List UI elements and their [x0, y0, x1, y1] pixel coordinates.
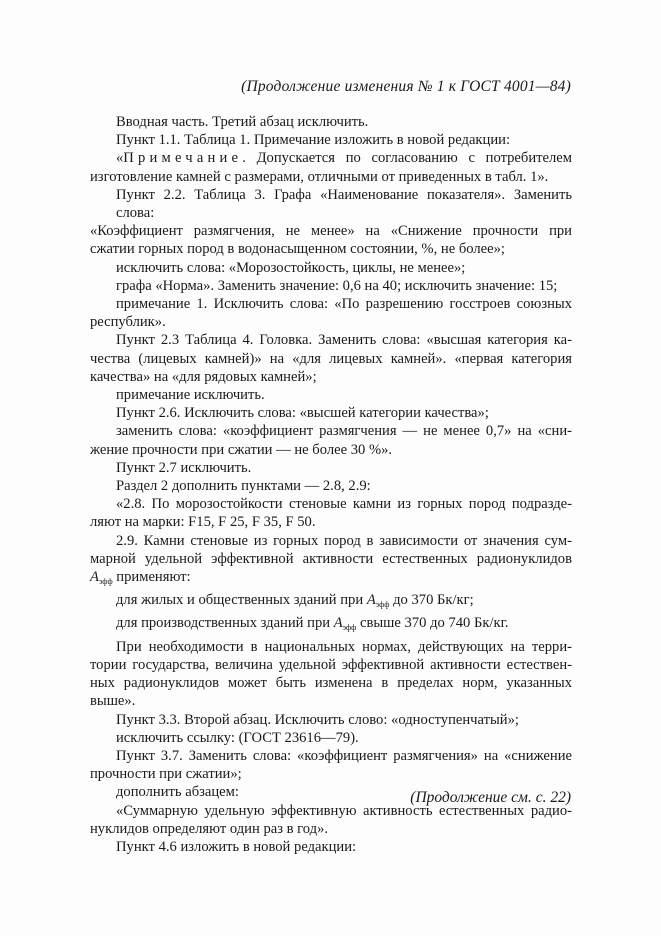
line-text: жение прочности при сжатии — не более 30 %».: [90, 441, 393, 458]
line-text: примечание 1. Исключить слова: «По разрешению госстроев союзных: [116, 296, 572, 313]
text-line: [90, 222, 572, 240]
line-text: качества» на «для рядовых камней»;: [90, 368, 317, 385]
activity-subscript: эфф: [98, 577, 113, 587]
continuation-header: (Продолжение изменения № 1 к ГОСТ 4001—84): [241, 78, 571, 95]
line-text: исключить ссылку: (ГОСТ 23616—79).: [116, 729, 359, 746]
text-line: [90, 692, 572, 710]
line-text: ляют на марки: F15, F 25, F 35, F 50.: [90, 514, 316, 531]
text-line: [116, 295, 572, 313]
text-line: [90, 350, 572, 368]
text-line: [90, 313, 572, 331]
activity-subscript: эфф: [375, 600, 390, 610]
text-line: [116, 838, 572, 856]
line-text: чества (лицевых камней)» на «для лицевых камней». «первая категория: [90, 350, 572, 367]
line-prefix: для жилых и общественных зданий при: [116, 592, 367, 609]
text-line: [116, 186, 572, 222]
line-text: выше».: [90, 693, 136, 710]
line-prefix: для производственных зданий при: [116, 615, 334, 632]
line-text: заменить слова: «коэффициент размягчения — не менее 0,7» на «сни-: [116, 423, 572, 440]
line-text: «Суммарную удельную эффективную активность естественных радио-: [116, 802, 572, 819]
text-line: [116, 404, 572, 422]
text-line: [116, 591, 572, 614]
line-text: Пункт 3.7. Заменить слова: «коэффициент размягчения» на «снижение: [116, 747, 572, 764]
line-text: Пункт 2.2. Таблица 3. Графа «Наименование показателя». Заменить слова:: [116, 186, 572, 222]
text-line: [90, 168, 572, 186]
line-text: марной удельной эффективной активности естественных радионуклидов: [90, 550, 572, 567]
activity-symbol: A: [366, 592, 376, 609]
activity-symbol: A: [90, 569, 99, 586]
line-text: Вводная часть. Третий абзац исключить.: [116, 114, 369, 130]
line-text: Пункт 2.6. Исключить слова: «высшей категории качества»;: [116, 405, 489, 422]
line-text: Пункт 1.1. Таблица 1. Примечание изложить в новой редакции:: [116, 132, 510, 149]
activity-subscript: эфф: [342, 623, 357, 633]
line-text: исключить слова: «Морозостойкость, циклы, не менее»;: [116, 259, 466, 276]
text-line: [90, 765, 572, 783]
line-text: 2.9. Камни стеновые из горных пород в зависимости от значения сум-: [116, 532, 572, 549]
line-text: нуклидов определяют один раз в год».: [90, 820, 329, 837]
line-text: «Коэффициент размягчения, не менее» на «Снижение прочности при: [90, 223, 572, 240]
line-text: дополнить абзацем:: [116, 784, 239, 801]
text-line: [90, 550, 572, 568]
text-line: [116, 614, 572, 637]
line-text: Пункт 2.7 исключить.: [116, 459, 252, 476]
text-line: [116, 459, 572, 477]
line-text: примечание исключить.: [116, 387, 265, 404]
text-line: [90, 674, 572, 692]
line-text: Пункт 2.3 Таблица 4. Головка. Заменить слова: «высшая категория ка-: [116, 332, 572, 349]
text-line: [116, 422, 572, 440]
line-text: тории государства, величина удельной эффективной активности естествен-: [90, 656, 572, 673]
line-text: сжатии горных пород в водонасыщенном состоянии, %, не более»;: [90, 241, 505, 258]
text-line: [116, 113, 572, 131]
spaced-term: Примечание: [123, 150, 243, 167]
line-text: ных радионуклидов может быть изменена в пределах норм, указанных: [90, 675, 572, 692]
line-text: графа «Норма». Заменить значение: 0,6 на 40; исключить значение: 15;: [116, 277, 558, 294]
text-line: [90, 656, 572, 674]
text-line: [90, 820, 572, 838]
line-text: Пункт 3.3. Второй абзац. Исключить слово: «одноступенчатый»;: [116, 711, 519, 728]
text-line: [116, 477, 572, 495]
line-text: республик».: [90, 314, 166, 331]
text-line: [116, 495, 572, 513]
activity-symbol: A: [333, 615, 343, 632]
line-text: применяют:: [112, 569, 191, 586]
line-text: свыше 370 до 740 Бк/кг.: [356, 615, 509, 632]
text-line: [116, 259, 572, 277]
document-body: [90, 113, 572, 856]
line-text: прочности при сжатии»;: [90, 766, 242, 783]
text-line: [90, 368, 572, 386]
line-text: При необходимости в национальных нормах, действующих на терри-: [116, 638, 572, 655]
text-line: [116, 277, 572, 295]
line-text: до 370 Бк/кг;: [389, 592, 474, 609]
text-line: [90, 568, 572, 591]
text-line: [116, 747, 572, 765]
text-line: [116, 532, 572, 550]
text-line: [116, 131, 572, 149]
text-line: «Примечание. Допускается по согласованию с потребителем: [116, 150, 572, 167]
text-line: [90, 513, 572, 531]
text-line: [90, 240, 572, 258]
line-text: . Допускается по согласованию с потребителем: [242, 150, 572, 167]
text-line: [116, 331, 572, 349]
text-line: [116, 386, 572, 404]
text-line: [116, 711, 572, 729]
text-line: [116, 729, 572, 747]
line-text: Пункт 4.6 изложить в новой редакции:: [116, 838, 357, 855]
text-line: [116, 638, 572, 656]
continuation-footer: (Продолжение см. с. 22): [410, 789, 571, 806]
line-text: изготовление камней с размерами, отличными от приведенных в табл. 1».: [90, 168, 549, 185]
line-text: Раздел 2 дополнить пунктами — 2.8, 2.9:: [116, 478, 371, 495]
text-line: [90, 441, 572, 459]
line-text: «2.8. По морозостойкости стеновые камни из горных пород подразде-: [116, 496, 572, 513]
